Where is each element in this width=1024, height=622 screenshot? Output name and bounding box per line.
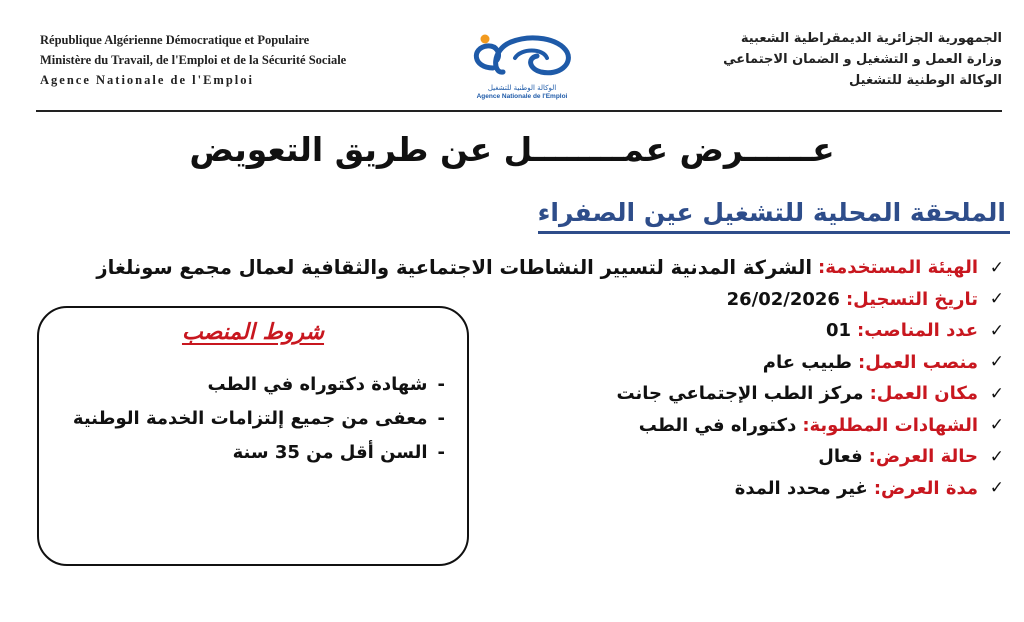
fr-header-line-republic: République Algérienne Démocratique et Populaire (40, 33, 310, 47)
fr-header-line-agency: Agence Nationale de l'Emploi (40, 73, 254, 87)
ar-header-line-ministry: وزارة العمل و التشغيل و الضمان الاجتماعي (723, 52, 1002, 67)
check-icon: ✓ (989, 257, 1004, 278)
logo-arabic-text: الوكالة الوطنية للتشغيل (487, 84, 557, 92)
check-icon: ✓ (989, 446, 1004, 467)
condition-item (45, 408, 445, 442)
detail-value: مركز الطب الإجتماعي جانت (616, 383, 864, 405)
condition-item (45, 442, 445, 476)
arabic-header (582, 28, 1002, 91)
condition-text: شهادة دكتوراه في الطب (207, 374, 428, 395)
anem-logo-icon (463, 28, 581, 84)
detail-value: طبيب عام (762, 351, 853, 373)
detail-row-employer (24, 252, 1004, 284)
job-conditions-box (37, 306, 469, 566)
page-title: عــــــرض عمــــــــل عن طريق التعويض (189, 130, 835, 169)
dash-bullet: - (437, 442, 445, 463)
detail-value: دكتوراه في الطب (638, 414, 797, 436)
conditions-list (45, 374, 445, 476)
check-icon: ✓ (989, 320, 1004, 341)
dash-bullet: - (437, 408, 445, 429)
detail-label: عدد المناصب: (857, 320, 978, 342)
detail-value: 01 (825, 320, 852, 342)
conditions-title: شروط المنصب (181, 320, 325, 345)
detail-value: 26/02/2026 (726, 288, 840, 310)
condition-item (45, 374, 445, 408)
logo-french-text: Agence Nationale de l'Emploi (476, 93, 568, 100)
ar-header-line-republic: الجمهورية الجزائرية الديمقراطية الشعبية (740, 31, 1002, 46)
french-header (40, 30, 440, 90)
detail-label: منصب العمل: (858, 351, 978, 373)
detail-label: مدة العرض: (873, 477, 978, 499)
detail-label: الشهادات المطلوبة: (802, 414, 978, 436)
detail-label: الهيئة المستخدمة: (818, 257, 978, 279)
agency-title: الملحقة المحلية للتشغيل عين الصفراء (538, 195, 1010, 234)
fr-header-line-ministry: Ministère du Travail, de l'Emploi et de la Sécurité Sociale (40, 53, 347, 67)
check-icon: ✓ (989, 289, 1004, 310)
detail-value: الشركة المدنية لتسيير النشاطات الاجتماعية والثقافية لعمال مجمع سونلغاز (96, 256, 813, 280)
detail-value: فعال (818, 446, 863, 468)
check-icon: ✓ (989, 352, 1004, 373)
check-icon: ✓ (989, 415, 1004, 436)
condition-text: معفى من جميع إلتزامات الخدمة الوطنية (72, 408, 428, 429)
agency-logo (456, 28, 588, 108)
header-divider (36, 110, 1002, 112)
detail-label: مكان العمل: (869, 383, 978, 405)
ar-header-line-agency: الوكالة الوطنية للتشغيل (849, 73, 1002, 88)
condition-text: السن أقل من 35 سنة (232, 442, 428, 463)
dash-bullet: - (437, 374, 445, 395)
detail-label: حالة العرض: (868, 446, 978, 468)
detail-value: غير محدد المدة (734, 477, 868, 499)
detail-label: تاريخ التسجيل: (845, 288, 978, 310)
check-icon: ✓ (989, 478, 1004, 499)
check-icon: ✓ (989, 383, 1004, 404)
